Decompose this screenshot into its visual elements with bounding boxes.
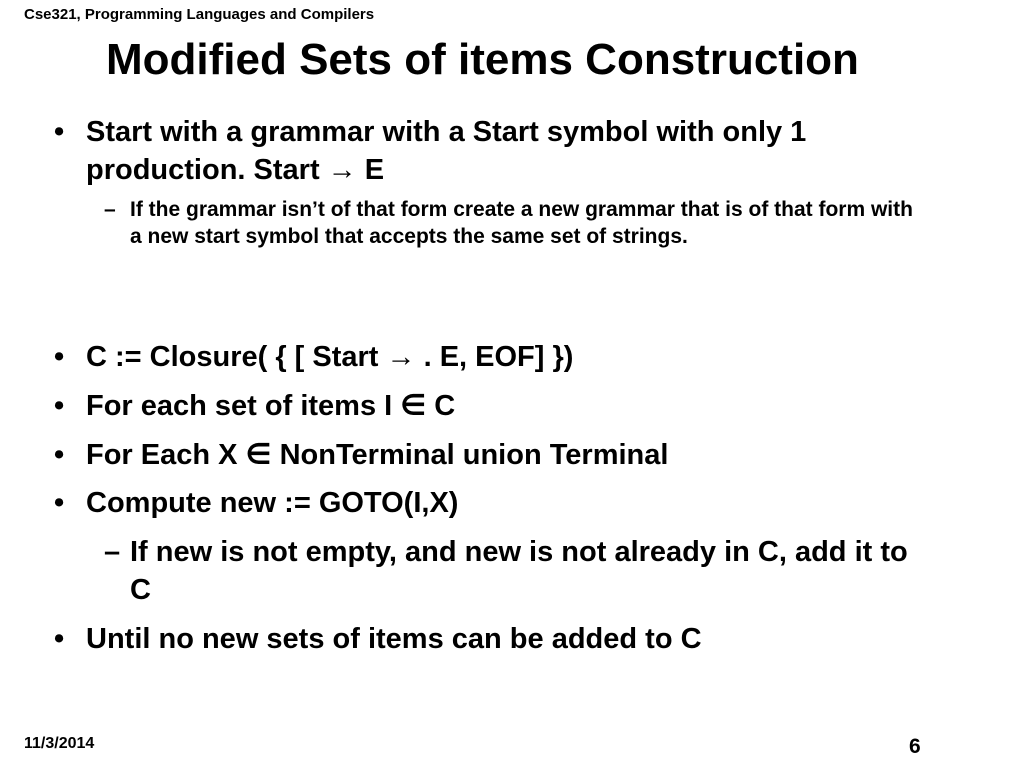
bullet-text: Until no new sets of items can be added to C bbox=[86, 623, 702, 655]
bullet-text: Start with a grammar with a Start symbol with only 1 production. Start → E bbox=[86, 116, 807, 186]
bullet-marker: • bbox=[54, 439, 65, 471]
bullet-item bbox=[54, 620, 946, 658]
bullet-text: For Each X ∈ NonTerminal union Terminal bbox=[86, 439, 669, 471]
bullet-item bbox=[54, 484, 946, 522]
sub-bullet-marker: – bbox=[104, 536, 121, 568]
bullet-item bbox=[54, 338, 946, 376]
bullet-text: C := Closure( { [ Start → . E, EOF] }) bbox=[86, 341, 574, 373]
bullet-item bbox=[54, 113, 946, 189]
bullet-marker: • bbox=[54, 116, 65, 148]
bullet-text: For each set of items I ∈ C bbox=[86, 390, 456, 422]
sub-bullet-text: If new is not empty, and new is not already in C, add it to C bbox=[130, 536, 908, 606]
sub-bullet-marker: – bbox=[104, 198, 116, 221]
bullet-text: Compute new := GOTO(I,X) bbox=[86, 487, 459, 519]
bullet-marker: • bbox=[54, 487, 65, 519]
bullet-item bbox=[54, 387, 946, 425]
sub-bullet-text: If the grammar isn’t of that form create a new grammar that is of that form with a new start symbol that accepts the same set of strings. bbox=[130, 198, 913, 248]
page-number: 6 bbox=[909, 735, 921, 758]
sub-bullet-item bbox=[104, 196, 930, 250]
course-header: Cse321, Programming Languages and Compilers bbox=[24, 6, 375, 23]
slide-date: 11/3/2014 bbox=[24, 735, 95, 752]
bullet-marker: • bbox=[54, 390, 65, 422]
bullet-item bbox=[54, 436, 946, 474]
sub-bullet-item bbox=[104, 533, 930, 609]
slide-title: Modified Sets of items Construction bbox=[106, 35, 859, 84]
bullet-marker: • bbox=[54, 623, 65, 655]
bullet-marker: • bbox=[54, 341, 65, 373]
